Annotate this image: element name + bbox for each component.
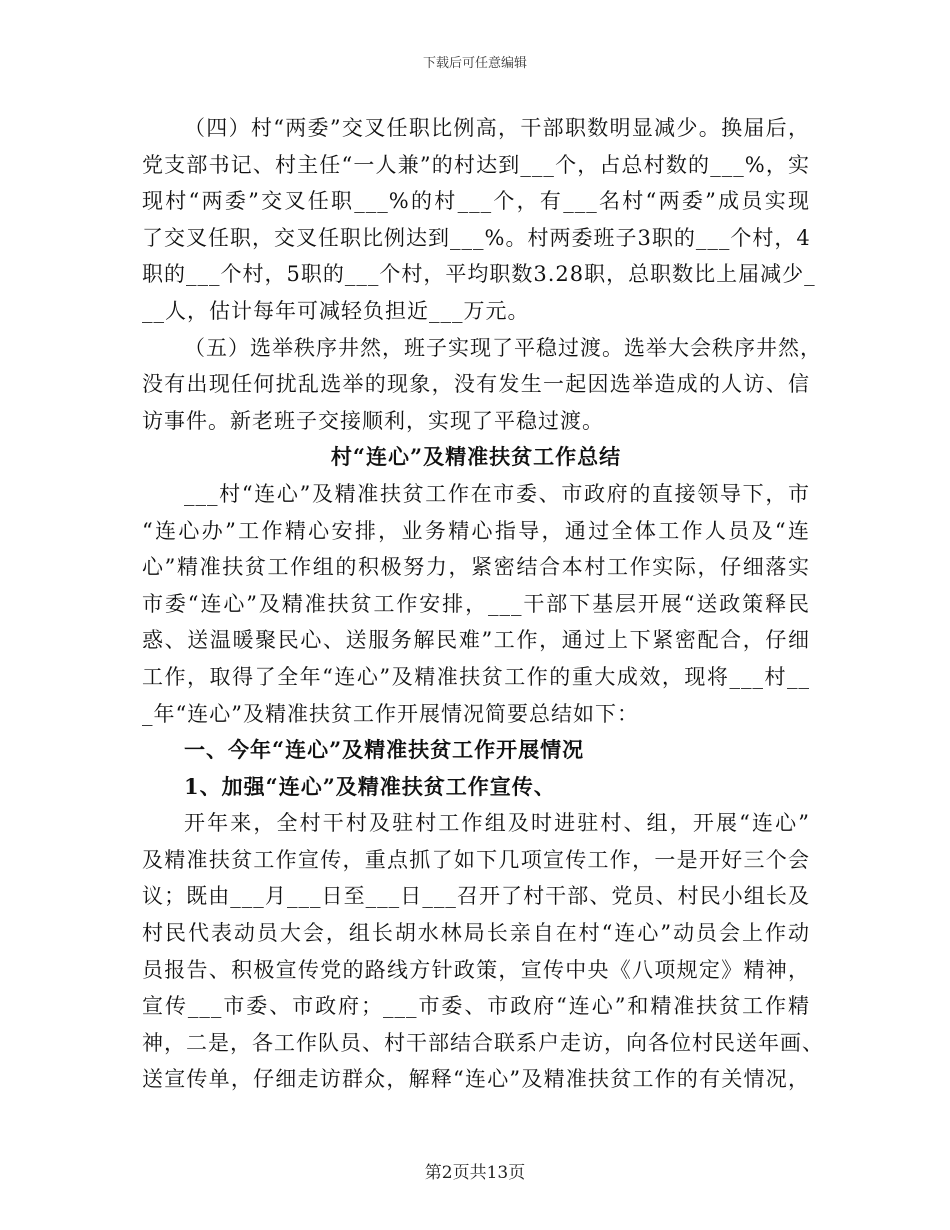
text-line: 宣传___市委、市政府；___市委、市政府“连心”和精准扶贫工作精 — [142, 994, 810, 1019]
subsection-heading: 1、加强“连心”及精准扶贫工作宣传、 — [184, 773, 556, 799]
text-line: 开年来，全村干村及驻村工作组及时进驻村、组，开展“连心” — [184, 811, 810, 836]
text-line: 没有出现任何扰乱选举的现象，没有发生一起因选举造成的人访、信 — [142, 372, 810, 397]
text-line: 及精准扶贫工作宣传，重点抓了如下几项宣传工作，一是开好三个会 — [142, 847, 810, 872]
text-line: （四）村“两委”交叉任职比例高，干部职数明显减少。换届后， — [184, 116, 810, 140]
page-footer: 第2页共13页 — [424, 1163, 526, 1183]
text-line: 党支部书记、村主任“一人兼”的村达到___个，占总村数的___%，实 — [142, 152, 810, 177]
text-line: 访事件。新老班子交接顺利，实现了平稳过渡。 — [142, 408, 604, 433]
text-line: _年“连心”及精准扶贫工作开展情况简要总结如下： — [142, 701, 639, 726]
text-line: 市委“连心”及精准扶贫工作安排，___干部下基层开展“送政策释民 — [142, 591, 810, 616]
text-line: 村民代表动员大会，组长胡水林局长亲自在村“连心”动员会上作动 — [142, 921, 810, 946]
text-line: 议；既由___月___日至___日___召开了村干部、党员、村民小组长及 — [142, 884, 810, 909]
text-line: 心”精准扶贫工作组的积极努力，紧密结合本村工作实际，仔细落实 — [142, 555, 810, 580]
text-line: 现村“两委”交叉任职___%的村___个，有___名村“两委”成员实现 — [142, 189, 810, 214]
text-line: 了交叉任职，交叉任职比例达到___%。村两委班子3职的___个村，4 — [142, 225, 811, 250]
text-line: 神，二是，各工作队员、村干部结合联系户走访，向各位村民送年画、 — [142, 1030, 824, 1055]
text-line: 送宣传单，仔细走访群众，解释“连心”及精准扶贫工作的有关情况， — [142, 1067, 810, 1092]
section-heading: 一、今年“连心”及精准扶贫工作开展情况 — [184, 737, 585, 763]
text-line: 职的___个村，5职的___个村，平均职数3.28职，总职数比上届减少_ — [142, 262, 816, 287]
text-line: 工作，取得了全年“连心”及精准扶贫工作的重大成效，现将___村__ — [142, 664, 810, 689]
text-line: ___村“连心”及精准扶贫工作在市委、市政府的直接领导下，市 — [184, 481, 810, 506]
text-line: __人，估计每年可减轻负担近___万元。 — [142, 298, 530, 323]
text-line: 惑、送温暖聚民心、送服务解民难”工作，通过上下紧密配合，仔细 — [142, 628, 810, 653]
section-title: 村“连心”及精准扶贫工作总结 — [330, 444, 622, 470]
text-line: “连心办”工作精心安排，业务精心指导，通过全体工作人员及“连 — [142, 518, 810, 543]
text-line: （五）选举秩序井然，班子实现了平稳过渡。选举大会秩序井然， — [184, 335, 822, 360]
document-body — [142, 110, 824, 1098]
text-line: 员报告、积极宣传党的路线方针政策，宣传中央《八项规定》精神， — [142, 957, 810, 982]
page-header: 下载后可任意编辑 — [422, 56, 527, 71]
